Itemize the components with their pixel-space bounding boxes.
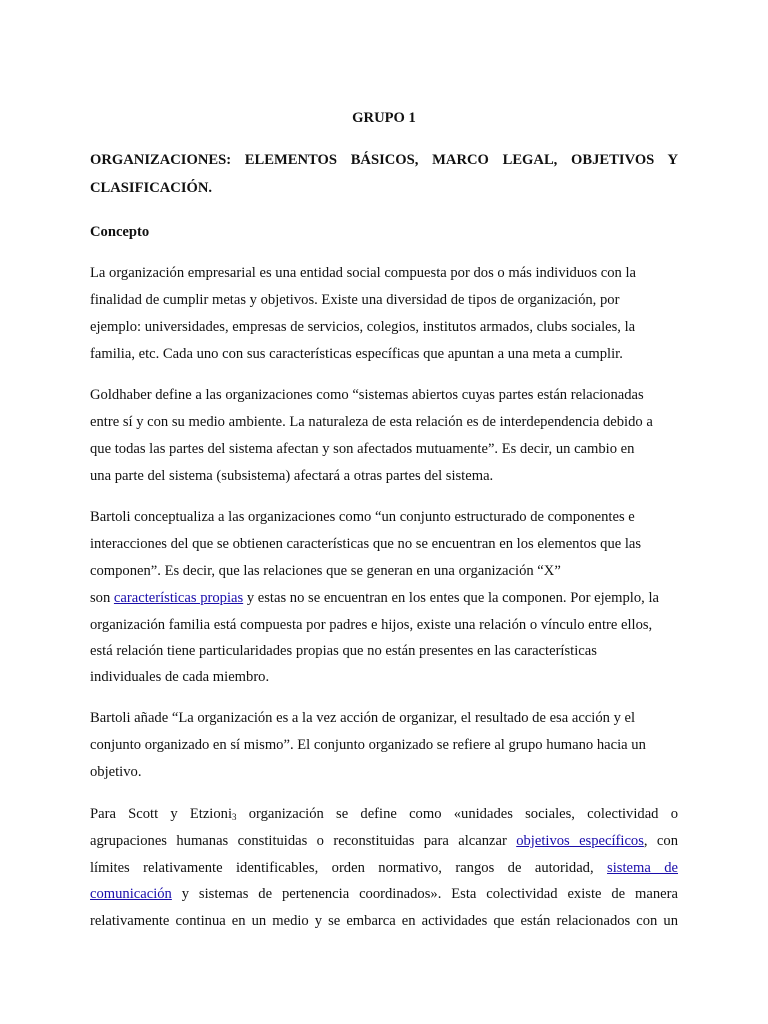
text-span: agrupaciones humanas constituidas o reconstituidas para alcanzar: [90, 833, 517, 849]
paragraph-1-line: familia, etc. Cada uno con sus características específicas que apuntan a una meta a cumplir.: [90, 346, 623, 362]
paragraph-1-line: ejemplo: universidades, empresas de servicios, colegios, institutos armados, clubs sociales, la: [90, 319, 636, 335]
text-span: límites relativamente identificables, orden normativo, rangos de autoridad,: [90, 860, 608, 876]
paragraph-5-line: [90, 831, 678, 851]
text-span: son: [90, 590, 114, 606]
link-caracteristicas-propias[interactable]: características propias: [113, 590, 244, 606]
text-span: y estas no se encuentran en los entes que la componen. Por ejemplo, la: [243, 590, 659, 606]
paragraph-5-line: [90, 884, 678, 904]
paragraph-5-line: [90, 858, 678, 878]
link-sistema-de-comunicacion[interactable]: comunicación: [90, 886, 172, 902]
link-objetivos-especificos[interactable]: objetivos específicos: [516, 833, 644, 849]
paragraph-4-line: conjunto organizado en sí mismo”. El conjunto organizado se refiere al grupo humano hacia un: [90, 737, 646, 753]
text-span: organización se define como «unidades sociales, colectividad o: [236, 806, 678, 822]
paragraph-1-line: finalidad de cumplir metas y objetivos. Existe una diversidad de tipos de organización, por: [90, 292, 620, 308]
paragraph-5-line: relativamente continua en un medio y se embarca en actividades que están relacionados con un: [90, 913, 678, 929]
paragraph-4-line: Bartoli añade “La organización es a la vez acción de organizar, el resultado de esa acción y el: [90, 710, 636, 726]
link-sistema-de-comunicacion[interactable]: sistema de: [607, 860, 678, 876]
paragraph-3-line: Bartoli conceptualiza a las organizaciones como “un conjunto estructurado de componentes e: [90, 509, 635, 525]
paragraph-3-line: organización familia está compuesta por padres e hijos, existe una relación o vínculo entre ellos,: [90, 617, 653, 633]
document-heading-line-2: CLASIFICACIÓN.: [90, 180, 213, 196]
paragraph-3-line: componen”. Es decir, que las relaciones que se generan en una organización “X”: [90, 563, 561, 579]
paragraph-2-line: una parte del sistema (subsistema) afectará a otras partes del sistema.: [90, 468, 494, 484]
paragraph-3-line: individuales de cada miembro.: [90, 669, 270, 685]
text-span: y sistemas de pertenencia coordinados». Esta colectividad existe de manera: [171, 886, 678, 902]
paragraph-3-line: está relación tiene particularidades propias que no están presentes en las características: [90, 643, 597, 659]
footnote-marker: 3: [232, 812, 237, 822]
paragraph-3-line: [90, 588, 659, 608]
text-span: , con: [643, 833, 678, 849]
paragraph-2-line: que todas las partes del sistema afectan y son afectados mutuamente”. Es decir, un cambio en: [90, 441, 635, 457]
paragraph-3-line: interacciones del que se obtienen características que no se encuentran en los elementos que las: [90, 536, 642, 552]
paragraph-5-line: [90, 804, 678, 827]
text-span: Para Scott y Etzioni: [90, 806, 233, 822]
section-title: Concepto: [90, 224, 150, 240]
paragraph-2-line: entre sí y con su medio ambiente. La naturaleza de esta relación es de interdependencia debido a: [90, 414, 653, 430]
document-heading-line-1: ORGANIZACIONES: ELEMENTOS BÁSICOS, MARCO LEGAL, OBJETIVOS Y: [90, 152, 678, 168]
paragraph-4-line: objetivo.: [90, 764, 142, 780]
group-title: GRUPO 1: [352, 110, 416, 126]
paragraph-2-line: Goldhaber define a las organizaciones como “sistemas abiertos cuyas partes están relacionadas: [90, 387, 644, 403]
paragraph-1-line: La organización empresarial es una entidad social compuesta por dos o más individuos con la: [90, 265, 637, 281]
